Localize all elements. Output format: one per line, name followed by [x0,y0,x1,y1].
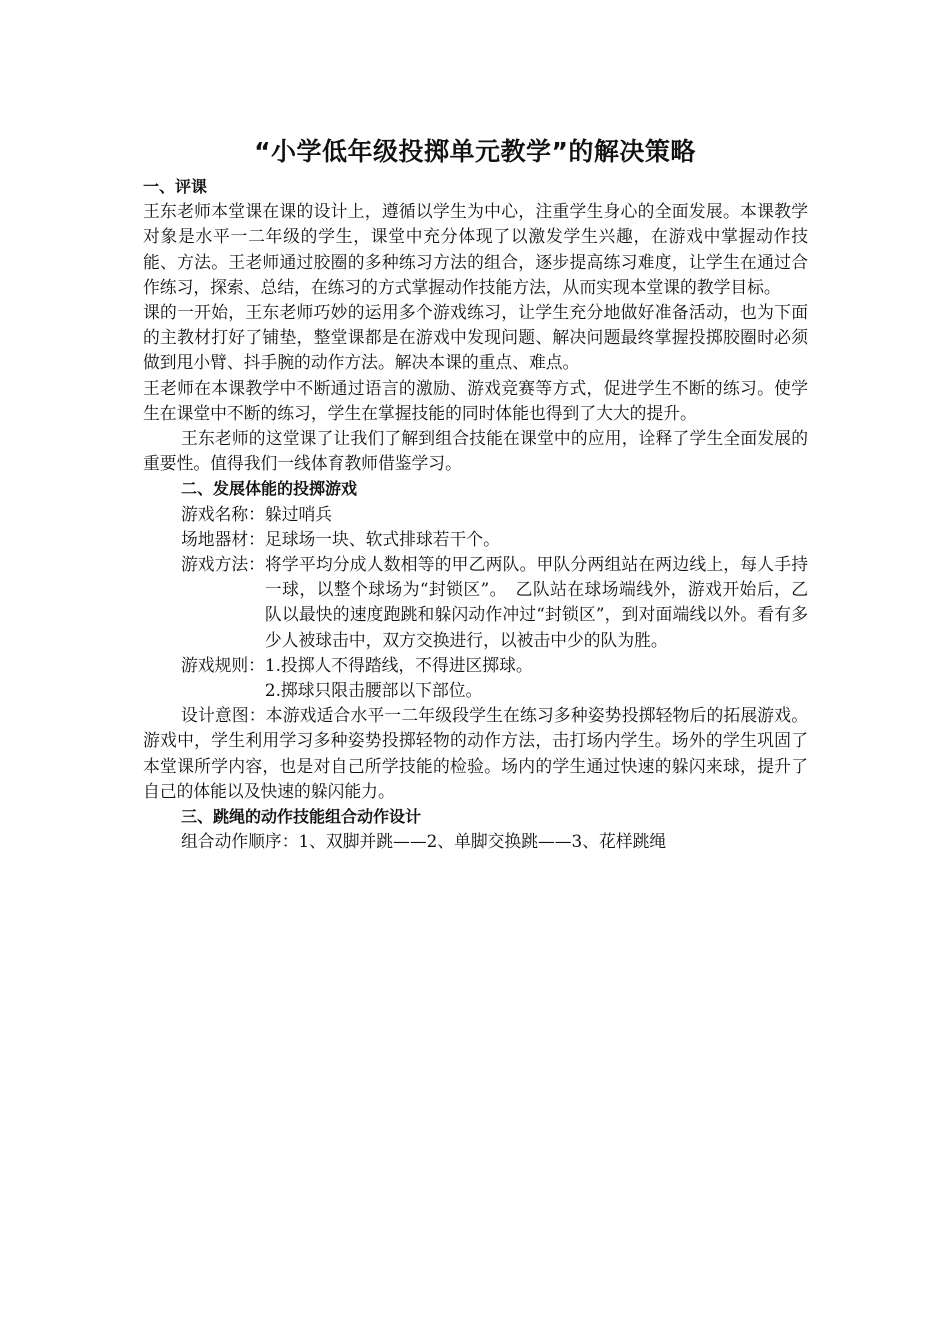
game-rules-label: 游戏规则： [181,654,265,675]
document-title: “小学低年级投掷单元教学”的解决策略 [254,137,696,166]
section-1-paragraph-2: 课的一开始，王东老师巧妙的运用多个游戏练习，让学生充分地做好准备活动，也为下面的主教材打好了铺垫，整堂课都是在游戏中发现问题、解决问题最终掌握投掷胶圈时必须做到甩小臂、抖手腕的动作方法。解决本课的重点、难点。 [143,302,808,373]
section-1-heading: 一、评课 [143,177,208,196]
game-rules-row [143,653,808,703]
game-name-label: 游戏名称： [181,503,265,524]
game-equipment-value: 足球场一块、软式排球若干个。 [264,528,500,549]
game-rule-item: 2.掷球只限击腰部以下部位。 [264,680,483,701]
game-name-value: 躲过哨兵 [264,503,333,524]
game-method-value: 将学平均分成人数相等的甲乙两队。甲队分两组站在两边线上，每人手持一球，以整个球场为“封锁区”。 乙队站在球场端线外，游戏开始后，乙队以最快的速度跑跳和躲闪动作冲过“封锁区”，到对面端线以外。看有多少人被球击中，双方交换进行，以被击中少的队为胜。 [264,554,808,650]
game-equipment-label: 场地器材： [181,528,265,549]
section-2-heading: 二、发展体能的投掷游戏 [181,479,358,499]
game-name-row [143,502,808,527]
game-method-label: 游戏方法： [181,554,265,575]
design-intent-paragraph: 设计意图：本游戏适合水平一二年级段学生在练习多种姿势投掷轻物后的拓展游戏。游戏中，学生利用学习多种姿势投掷轻物的动作方法，击打场内学生。场外的学生巩固了本堂课所学内容，也是对自己所学技能的检验。场内的学生通过快速的躲闪来球，提升了自己的体能以及快速的躲闪能力。 [143,705,808,801]
combination-sequence: 组合动作顺序：1、双脚并跳——2、单脚交换跳——3、花样跳绳 [181,831,667,852]
game-rule-item: 1.投掷人不得踏线，不得进区掷球。 [264,654,533,675]
section-1-paragraph-3: 王老师在本课教学中不断通过语言的激励、游戏竞赛等方式，促进学生不断的练习。使学生在课堂中不断的练习，学生在掌握技能的同时体能也得到了大大的提升。 [143,377,808,423]
game-rules-list [265,653,808,703]
section-1-closing: 王东老师的这堂课了让我们了解到组合技能在课堂中的应用，诠释了学生全面发展的重要性。值得我们一线体育教师借鉴学习。 [143,428,808,474]
game-equipment-row [143,527,808,552]
game-method-row [143,552,808,653]
section-1-paragraph-1: 王东老师本堂课在课的设计上，遵循以学生为中心，注重学生身心的全面发展。本课教学对象是水平一二年级的学生，课堂中充分体现了以激发学生兴趣，在游戏中掌握动作技能、方法。王老师通过胶圈的多种练习方法的组合，逐步提高练习难度，让学生在通过合作练习，探索、总结，在练习的方式掌握动作技能方法，从而实现本堂课的教学目标。 [143,201,808,297]
section-3-heading: 三、跳绳的动作技能组合动作设计 [181,807,422,827]
document-body [143,174,808,854]
